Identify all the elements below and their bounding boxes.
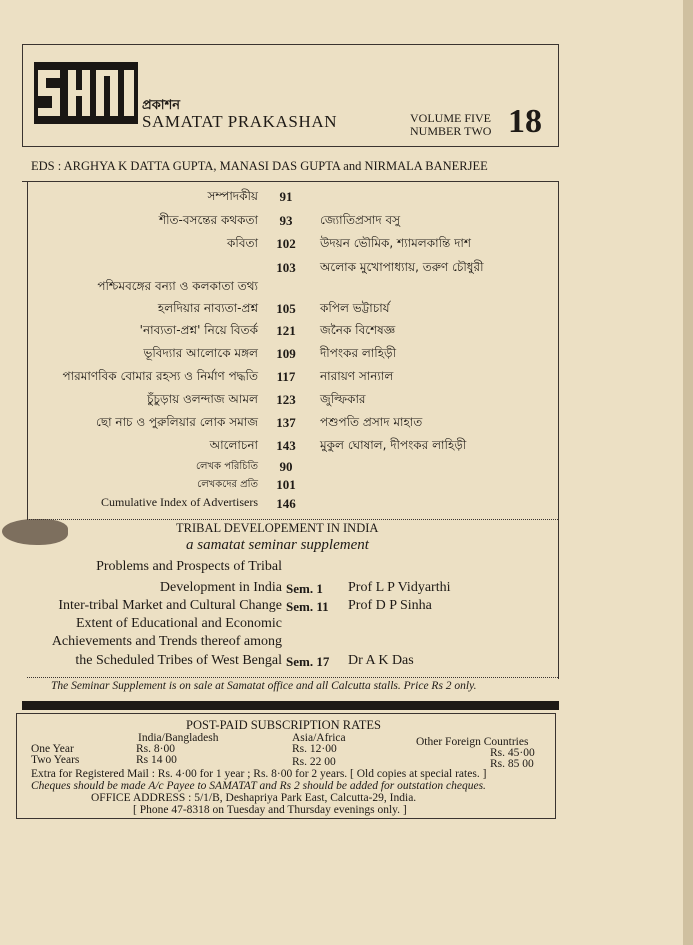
toc-title: Cumulative Index of Advertisers [101, 495, 258, 509]
seminar-sale-note: The Seminar Supplement is on sale at Samatat office and all Calcutta stalls. Price Rs 2 only. [51, 680, 477, 692]
toc-page: 117 [276, 369, 296, 384]
toc-author: দীপংকর লাহিড়ী [320, 346, 397, 360]
toc-title: হলদিয়ার নাব্যতা-প্রশ্ন [157, 301, 258, 315]
toc-title: পারমাণবিক বোমার রহস্য ও নির্মাণ পদ্ধতি [62, 369, 258, 383]
toc-title: পশ্চিমবঙ্গের বন্যা ও কলকাতা তথ্য [97, 279, 258, 293]
seminar-subheading: a samatat seminar supplement [186, 537, 369, 553]
toc-author: জুল্ফিকার [320, 392, 366, 406]
paper-stain [2, 519, 68, 545]
volume-label: VOLUME FIVE [410, 111, 491, 125]
masthead-right-rule [558, 44, 559, 146]
seminar-author: Prof D P Sinha [348, 598, 432, 613]
toc-title: ভূবিদ্যার আলোকে মঙ্গল [143, 346, 258, 360]
seminar-title-line: Achievements and Trends thereof among [51, 634, 282, 649]
toc-page: 121 [276, 323, 296, 338]
seminar-title-line: Problems and Prospects of Tribal [96, 559, 282, 574]
rate-india: Rs 14 00 [136, 754, 177, 766]
toc-page: 146 [276, 496, 296, 511]
seminar-page: Sem. 11 [286, 599, 329, 614]
toc-author: নারায়ণ সান্যাল [320, 369, 394, 383]
toc-page: 109 [276, 346, 296, 361]
toc-author: জ্যোতিপ্রসাদ বসু [320, 213, 401, 227]
seminar-title-line: Extent of Educational and Economic [75, 616, 282, 631]
toc-page: 137 [276, 415, 296, 430]
toc-author: উদয়ন ভৌমিক, শ্যামলকান্তি দাশ [320, 236, 472, 250]
masthead-top-rule [22, 44, 558, 45]
toc-author: কপিল ভট্টাচার্য [320, 301, 390, 315]
registered-mail-note: Extra for Registered Mail : Rs. 4·00 for 1 year ; Rs. 8·00 for 2 years. [ Old copies at special rates. ] [31, 768, 487, 780]
prakashan-bengali: প্রকাশন [142, 98, 181, 113]
masthead-left-rule [22, 44, 23, 146]
subscription-heading: POST-PAID SUBSCRIPTION RATES [186, 718, 381, 732]
toc-page: 102 [276, 236, 296, 251]
toc-title: সম্পাদকীয় [207, 189, 258, 203]
publisher-name: SAMATAT PRAKASHAN [142, 112, 338, 131]
seminar-heading: TRIBAL DEVELOPEMENT IN INDIA [176, 521, 379, 535]
region-other: Other Foreign Countries [416, 736, 529, 748]
seminar-title-line: Inter-tribal Market and Cultural Change [58, 598, 282, 613]
toc-page: 123 [276, 392, 296, 407]
contents-right-rule [558, 181, 559, 679]
toc-page: 93 [279, 213, 293, 228]
seminar-author: Prof L P Vidyarthi [348, 580, 451, 595]
issue-number: 18 [508, 103, 542, 140]
rate-asia: Rs. 22 00 [292, 756, 336, 768]
seminar-page: Sem. 17 [286, 654, 330, 669]
rate-label: One Year [31, 743, 74, 755]
toc-page: 103 [276, 260, 296, 275]
editors-line: EDS : ARGHYA K DATTA GUPTA, MANASI DAS GUPTA and NIRMALA BANERJEE [31, 159, 488, 173]
seminar-title-line: the Scheduled Tribes of West Bengal [75, 653, 282, 668]
page-edge [683, 0, 693, 945]
toc-title: চুঁচুড়ায় ওলন্দাজ আমল [147, 392, 258, 406]
office-address: OFFICE ADDRESS : 5/1/B, Deshapriya Park East, Calcutta-29, India. [91, 792, 417, 804]
contents-top-rule [22, 181, 559, 182]
samatat-logo [34, 62, 138, 124]
toc-title: ছো নাচ ও পুরুলিয়ার লোক সমাজ [95, 415, 258, 429]
rate-other: Rs. 85 00 [490, 758, 534, 770]
toc-page: 91 [279, 189, 293, 204]
masthead-bottom-rule [22, 146, 559, 147]
toc-page: 90 [279, 459, 293, 474]
rate-other: Rs. 45·00 [490, 747, 535, 759]
seminar-page: Sem. 1 [286, 581, 323, 596]
toc-author: পশুপতি প্রসাদ মাহাত [320, 415, 423, 429]
toc-author: মুকুল ঘোষাল, দীপংকর লাহিড়ী [320, 438, 467, 452]
number-label: NUMBER TWO [410, 124, 492, 138]
toc-page: 143 [276, 438, 296, 453]
toc-title: লেখকদের প্রতি [197, 479, 258, 490]
toc-title: লেখক পরিচিতি [195, 461, 258, 472]
toc-title: শীত-বসন্তের কথকতা [158, 213, 258, 227]
toc-title: আলোচনা [209, 438, 258, 452]
heavy-divider [22, 701, 559, 710]
toc-author: অলোক মুখোপাধ্যায়, তরুণ চৌধুরী [320, 260, 484, 274]
rate-label: Two Years [31, 754, 80, 766]
region-india: India/Bangladesh [138, 732, 219, 744]
cheques-note: Cheques should be made A/c Payee to SAMATAT and Rs 2 should be added for outstation cheques. [31, 780, 486, 792]
toc-title: 'নাব্যতা-প্রশ্ন' নিয়ে বিতর্ক [139, 323, 258, 337]
phone-note: [ Phone 47-8318 on Tuesday and Thursday evenings only. ] [133, 804, 407, 816]
seminar-author: Dr A K Das [348, 653, 414, 668]
rate-asia: Rs. 12·00 [292, 743, 337, 755]
region-asia: Asia/Africa [292, 732, 346, 744]
seminar-bottom-rule [27, 677, 558, 678]
seminar-top-rule [27, 519, 558, 520]
toc-author: জনৈক বিশেষজ্ঞ [320, 323, 396, 337]
rate-india: Rs. 8·00 [136, 743, 175, 755]
toc-page: 101 [276, 477, 296, 492]
seminar-title-line: Development in India [159, 580, 282, 595]
toc-page: 105 [276, 301, 296, 316]
contents-left-rule [27, 181, 28, 519]
toc-title: কবিতা [227, 236, 258, 250]
